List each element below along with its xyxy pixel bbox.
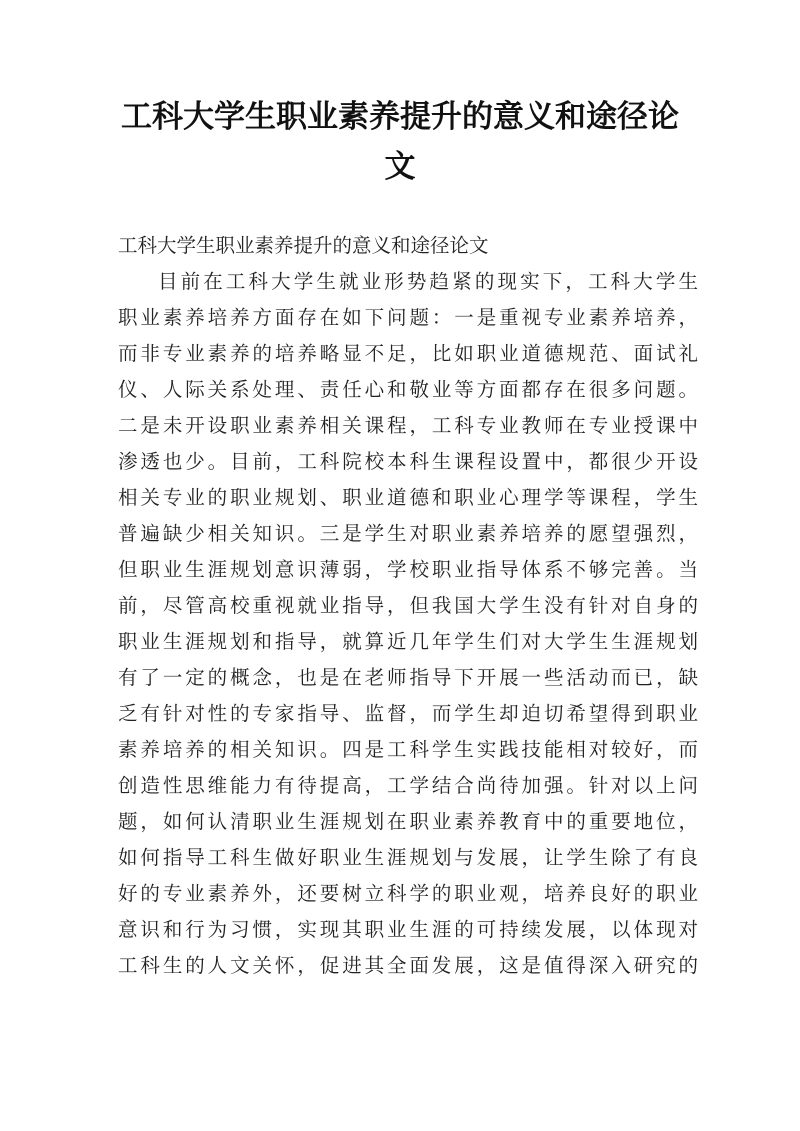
body-line: 但职业生涯规划意识薄弱，学校职业指导体系不够完善。当	[118, 558, 698, 581]
title-line-2: 文	[384, 149, 416, 185]
body-line: 好的专业素养外，还要树立科学的职业观，培养良好的职业	[118, 882, 698, 905]
body-line: 普遍缺少相关知识。三是学生对职业素养培养的愿望强烈，	[118, 522, 698, 545]
body-line: 前，尽管高校重视就业指导，但我国大学生没有针对自身的	[118, 594, 698, 617]
body-line: 渗透也少。目前，工科院校本科生课程设置中，都很少开设	[118, 450, 698, 473]
document-title	[100, 92, 700, 192]
body-line: 有了一定的概念，也是在老师指导下开展一些活动而已，缺	[118, 666, 698, 689]
body-line: 相关专业的职业规划、职业道德和职业心理学等课程，学生	[118, 486, 698, 509]
body-line: 而非专业素养的培养略显不足，比如职业道德规范、面试礼	[118, 342, 698, 365]
body-line: 工科生的人文关怀，促进其全面发展，这是值得深入研究的	[118, 954, 698, 977]
body-line: 乏有针对性的专家指导、监督，而学生却迫切希望得到职业	[118, 702, 698, 725]
body-line: 素养培养的相关知识。四是工科学生实践技能相对较好，而	[118, 738, 698, 761]
body-line: 职业素养培养方面存在如下问题：一是重视专业素养培养，	[118, 306, 698, 329]
subtitle-line: 工科大学生职业素养提升的意义和途径论文	[118, 234, 489, 257]
body-line: 题，如何认清职业生涯规划在职业素养教育中的重要地位，	[118, 810, 698, 833]
body-line: 如何指导工科生做好职业生涯规划与发展，让学生除了有良	[118, 846, 698, 869]
document-body	[118, 228, 698, 984]
body-line: 职业生涯规划和指导，就算近几年学生们对大学生生涯规划	[118, 630, 698, 653]
body-line: 二是未开设职业素养相关课程，工科专业教师在专业授课中	[118, 414, 698, 437]
body-line: 仪、人际关系处理、责任心和敬业等方面都存在很多问题。	[118, 378, 698, 401]
body-line: 意识和行为习惯，实现其职业生涯的可持续发展，以体现对	[118, 918, 698, 941]
body-line: 创造性思维能力有待提高，工学结合尚待加强。针对以上问	[118, 774, 698, 797]
body-line: 目前在工科大学生就业形势趋紧的现实下，工科大学生	[158, 270, 698, 293]
title-line-1: 工科大学生职业素养提升的意义和途径论	[121, 99, 679, 135]
